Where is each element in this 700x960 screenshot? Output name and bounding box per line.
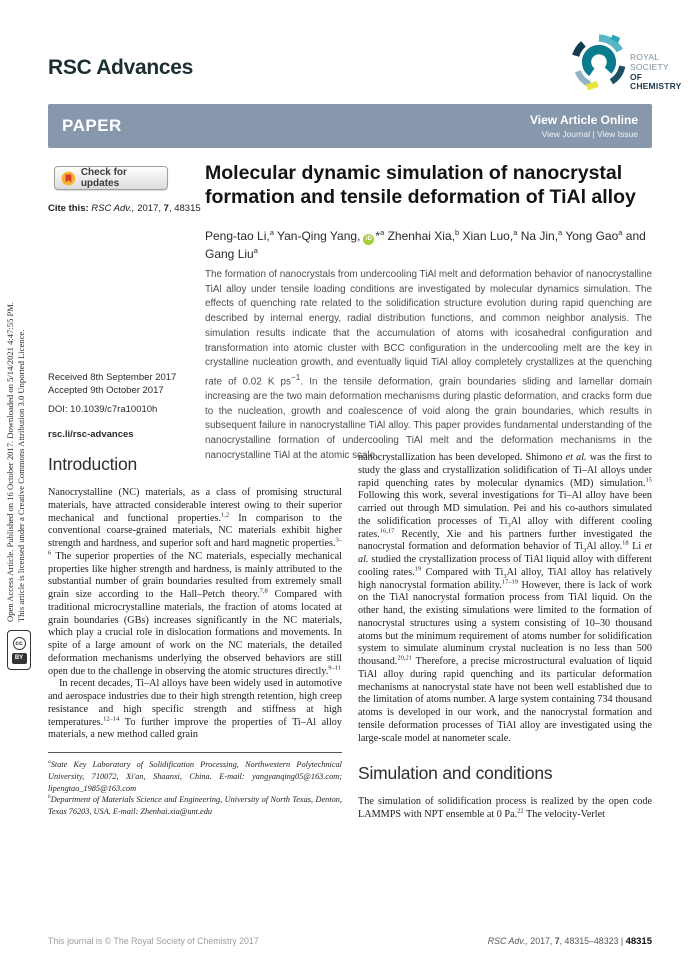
affiliation-footnote-a: $^a$State Key Laboratory of Solidification Processing, Northwestern Polytechnical University, 710072, Xi'an, Shaanxi, China. E-mail: yangyanqing05@163.com; lipengtao_1985@163.com [48,759,342,793]
logo-text-line1: ROYAL SOCIETY [630,52,669,72]
cite-label: Cite this: [48,203,89,214]
cc-by-badge[interactable] [7,630,31,670]
intro-paragraph-1: Nanocrystalline (NC) materials, as a class of promising structural materials, have attracted considerable interest owing to their superior mechanical and functional properties.$^{1,2}$ In comparison to the conventional coarse-grained materials, NC materials exhibit higher strength and hardness, and superior soft and hard magnetic properties.$^{3-6}$ The superior properties of the NC materials, especially mechanical properties like higher strength and hardness, is mainly attributed to the substantial number of grain boundaries resulted from extremely small grain size according to the Hall–Petch theory.$^{7,8}$ Compared with traditional microcrystalline materials, the fraction of atoms located at grain boundaries (GBs) increases significantly in the NC materials, which play a crucial role in dislocation formations and movements. In spite of a large amount of work on the NC materials, the detailed deformation mechanisms underlying the observed behaviors are still open due to the challenge in observing the atomic structures directly.$^{9-11}$ [48,487,342,677]
footer-page-number: 48315 [625,936,652,947]
paper-type-label: PAPER [62,116,122,135]
intro-paragraph-3: nanocrystallization has been developed. Shimono et al. was the first to study the glass and crystallization solidification of Ti–Al alloys under rapid quenching rates by molecular dynamics (MD) simulation.$^{15}$ Following this work, several investigations for Ti–Al alloy have been carried out through MD simulation. Pei and his co-authors simulated the solidification processes of $Ti_3Al$ alloy with different cooling rates.$^{16,17}$ Recently, Xie and his partners further investigated the nanocrystal formation and deformation behavior of $Ti_3Al$ alloy.$^{18}$ Li et al. studied the crystallization process of TiAl liquid alloy with different cooling rates.$^{19}$ Compared with $Ti_3Al$ alloy, TiAl alloy has relatively high nanocrystal formation ability.$^{17-19}$ However, there is lack of work on the TiAl nanocrystal formation process from TiAl liquid. On the other hand, the existing simulations were limited to the formation of nanocrystal structures using a system consisting of 10–30 thousand atoms but the minimum requirement of atoms number for solidification system to simulate aluminum crystal nucleation is no less than 500 thousand.$^{20,21}$ Therefore, a precise microstructural evaluation of liquid TiAl alloy during rapid quenching and its particular deformation mechanisms at nanocrystal state have not been well established due to the limitation of atoms number. A large system containing 734 thousand atoms is developed in our work, and the nanocrystal formation and tensile deformation processes of TiAl alloy are investigated using the large-scale model at nanometer scale. [358,452,653,744]
section-heading-introduction: Introduction [48,454,138,474]
right-column [358,452,652,822]
article-title: Molecular dynamic simulation of nanocrystal formation and tensile deformation of TiAl alloy [205,162,636,208]
corresponding-author-mark: * [375,229,381,243]
rsc-logo-icon [570,33,628,91]
footer-separator: | [618,936,626,946]
citation-page-range [488,936,652,947]
author: and Gang Liu [205,229,646,261]
page-footer [48,936,652,947]
cite-year: 2017, [134,203,164,214]
author: Peng-tao Li, [205,229,270,243]
view-article-online-link[interactable]: View Article Online [529,113,638,127]
author-affiliation-sup: a [269,228,274,237]
open-access-statement: Open Access Article. Published on 16 October 2017. Downloaded on 5/14/2021 4:47:55 PM. [5,301,15,622]
author: Na Jin, [517,229,559,243]
footer-year: 2017, [527,936,555,946]
footnote-divider [48,752,342,753]
crossmark-icon [61,171,76,186]
cc-by-icon: BY [12,653,27,664]
abstract: The formation of nanocrystals from undercooling TiAl melt and deformation behavior of nanocrystalline TiAl alloy under tensile loading conditions are investigated by molecular dynamics simulation. The effects of quenching rate related to the solidification structure evolution during rapid quenching are described by internal energy, radial distribution functions, and common neighbor analysis. The simulation results indicate that the accumulation of atoms with icosahedral configuration and transformation into atomic cluster with BCC configuration in the undercooling melt are the key in crystalline nucleation growth, and eventually liquid TiAl alloy completely crystallizes at the quenching rate of 0.02 K $ps^{-1}$. In the tensile deformation, grain boundaries sliding and lamellar domain increasing are the two main deformation mechanisms during plastic deformation, and cracks form due to the nucleation, growth and coalescence of void along the grain boundaries, which results in subsequent failure in nanocrystalline TiAl alloy. This paper provides fundamental understanding of the nanocrystalline formation of undercooling TiAl melt and the deformation mechanisms in the nanocrystalline TiAl at the atomic scale. [205,269,652,461]
orcid-icon[interactable]: iD [363,234,374,245]
intro-paragraph-2: In recent decades, Ti–Al alloys have been widely used in automotive and aerospace industries due to their high strength retention, high creep resistance and high specific strength and stiffness at high temperatures.$^{12-14}$ To further improve the properties of Ti–Al alloy materials, a new method called grain [48,678,342,741]
author: Zhenhai Xia, [384,229,455,243]
author-affiliation-sup: a [558,228,563,237]
cite-volume: 7 [163,203,169,214]
author-affiliation-sup: a [253,246,258,255]
paper-banner [48,104,652,148]
open-access-sidebar [5,150,26,622]
journal-url-link[interactable]: rsc.li/rsc-advances [48,429,134,440]
author-list [205,227,675,263]
footer-volume: 7 [554,936,560,946]
check-for-updates-button[interactable] [54,166,168,190]
author-affiliation-sup: a [513,228,518,237]
author-affiliation-sup: a [380,228,385,237]
accepted-date: Accepted 9th October 2017 [48,385,164,397]
body-columns [48,452,652,822]
citation-line [48,203,201,214]
doi: DOI: 10.1039/c7ra10010h [48,404,158,415]
logo-text-line2: OF CHEMISTRY [630,71,682,92]
copyright-notice: This journal is © The Royal Society of Chemistry 2017 [48,936,259,946]
author: Yong Gao [562,229,619,243]
author: Yan-Qing Yang, [273,229,361,243]
journal-title: RSC Advances [48,56,194,79]
affiliation-footnote-b: $^b$Department of Materials Science and Engineering, University of North Texas, Denton, Texas 76203, USA. E-mail: Zhenhai.xia@unt.edu [48,794,342,817]
license-statement: This article is licensed under a Creative Commons Attribution 3.0 Unported Licence. [16,329,26,622]
cite-journal: RSC Adv., [91,203,135,214]
footer-pages: , 48315–48323 [559,936,619,946]
section-heading-simulation: Simulation and conditions [358,763,553,784]
received-date: Received 8th September 2017 [48,372,177,383]
author-affiliation-sup: b [454,228,460,237]
rsc-logo [570,33,696,99]
view-journal-issue-links[interactable]: View Journal | View Issue [541,129,638,139]
left-column [48,452,342,822]
received-accepted-block [48,371,176,398]
check-updates-label: Check for updates [80,167,127,189]
cite-page: , 48315 [168,203,201,214]
author-affiliation-sup: a [618,228,623,237]
simulation-paragraph-1: The simulation of solidification process is realized by the open code LAMMPS with NPT ensemble at 0 Pa.$^{22}$ The velocity-Verlet [358,796,652,820]
footer-journal: RSC Adv., [487,936,528,946]
cc-icon: cc [13,637,26,650]
author: Xian Luo, [459,229,514,243]
